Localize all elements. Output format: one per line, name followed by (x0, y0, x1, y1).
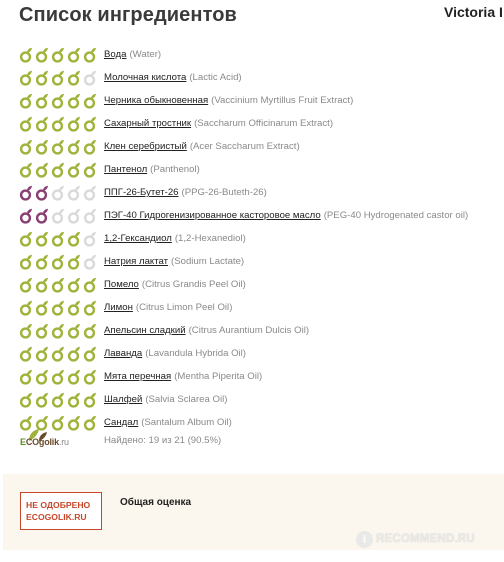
leaf-icon (19, 139, 33, 155)
leaf-icon (19, 392, 33, 408)
leaf-icon (51, 162, 65, 178)
leaf-icon (83, 392, 97, 408)
leaf-icon (51, 277, 65, 293)
leaf-icon (83, 185, 97, 201)
leaf-icon (67, 346, 81, 362)
leaf-icon (35, 346, 49, 362)
ingredient-row (19, 89, 504, 112)
ingredient-link[interactable]: Вода (104, 49, 127, 60)
ingredient-name (104, 256, 244, 267)
ingredient-name (104, 279, 246, 290)
leaf-icon (51, 323, 65, 339)
watermark-text: RECOMMEND.RU (376, 533, 475, 545)
leaf-icon (35, 277, 49, 293)
ingredient-rating (19, 300, 104, 316)
leaf-icon (67, 277, 81, 293)
leaf-icon (67, 231, 81, 247)
ingredient-name (104, 141, 300, 152)
leaf-icon (51, 300, 65, 316)
leaf-icon (67, 139, 81, 155)
ingredient-latin-name: (Santalum Album Oil) (141, 417, 232, 428)
ingredient-name (104, 118, 333, 129)
leaf-icon (19, 277, 33, 293)
leaf-icon (83, 277, 97, 293)
ingredient-row (19, 43, 504, 66)
leaf-icon (19, 116, 33, 132)
ingredient-rating (19, 231, 104, 247)
leaf-icon (67, 254, 81, 270)
ingredient-link[interactable]: Молочная кислота (104, 72, 187, 83)
leaf-icon (51, 369, 65, 385)
ingredient-row (19, 319, 504, 342)
ingredient-row (19, 181, 504, 204)
ingredient-name (104, 302, 232, 313)
ingredient-rating (19, 277, 104, 293)
stamp-line-1: НЕ ОДОБРЕНО (26, 500, 91, 510)
leaf-icon (51, 47, 65, 63)
ingredient-link[interactable]: Натрия лактат (104, 256, 169, 267)
ingredient-link[interactable]: Лаванда (104, 348, 143, 359)
ingredient-latin-name: (Vaccinium Myrtillus Fruit Extract) (211, 95, 354, 106)
leaf-icon (35, 231, 49, 247)
leaf-icon (83, 369, 97, 385)
ingredient-link[interactable]: Шалфей (104, 394, 143, 405)
logo-text: COgolik (25, 437, 59, 447)
ingredient-latin-name: (Citrus Aurantium Dulcis Oil) (188, 325, 310, 336)
ingredient-name (104, 394, 227, 405)
leaf-icon (67, 116, 81, 132)
ingredient-latin-name: (Salvia Sclarea Oil) (145, 394, 228, 405)
ingredient-name (104, 164, 200, 175)
recommend-watermark (356, 528, 475, 550)
ingredient-rating (19, 392, 104, 408)
leaf-icon (83, 139, 97, 155)
leaf-icon (83, 70, 97, 86)
ingredient-row (19, 273, 504, 296)
ingredient-link[interactable]: Пантенол (104, 164, 148, 175)
ingredient-link[interactable]: 1,2-Гександиол (104, 233, 172, 244)
ingredient-name (104, 371, 262, 382)
leaf-icon (35, 369, 49, 385)
leaf-icon (51, 346, 65, 362)
ingredient-name (104, 95, 353, 106)
leaf-icon (83, 323, 97, 339)
ingredient-row (19, 227, 504, 250)
stamp-line-2: ECOGOLIK.RU (26, 512, 87, 522)
leaf-icon (19, 231, 33, 247)
ingredient-name (104, 233, 246, 244)
leaf-icon (35, 300, 49, 316)
leaf-icon (67, 93, 81, 109)
leaf-icon (35, 47, 49, 63)
logo-domain: .ru (58, 437, 69, 447)
ingredient-name (104, 417, 232, 428)
leaf-icon (51, 185, 65, 201)
ingredient-rating (19, 47, 104, 63)
leaf-icon (83, 231, 97, 247)
ingredient-rating (19, 116, 104, 132)
ingredient-latin-name: (Mentha Piperita Oil) (174, 371, 263, 382)
leaf-icon (35, 116, 49, 132)
leaf-icon (35, 208, 49, 224)
leaf-icon (67, 185, 81, 201)
ingredient-latin-name: (PEG-40 Hydrogenated castor oil) (323, 210, 469, 221)
leaf-icon (35, 93, 49, 109)
ingredient-rating (19, 93, 104, 109)
ingredient-link[interactable]: Черника обыкновенная (104, 95, 209, 106)
ingredient-latin-name: (Lavandula Hybrida Oil) (145, 348, 246, 359)
ingredient-name (104, 325, 309, 336)
leaf-icon (67, 323, 81, 339)
ingredient-name (104, 210, 468, 221)
leaf-icon (35, 185, 49, 201)
leaf-icon (19, 323, 33, 339)
ingredient-link[interactable]: ПЭГ-40 Гидрогенизированное касторовое масло (104, 210, 321, 221)
ingredient-link[interactable]: Сандал (104, 417, 139, 428)
ingredient-latin-name: (PPG-26-Buteth-26) (181, 187, 267, 198)
leaf-icon (19, 254, 33, 270)
leaf-icon (67, 47, 81, 63)
leaf-icon (83, 254, 97, 270)
leaf-icon (51, 231, 65, 247)
ingredient-link[interactable]: Сахарный тростник (104, 118, 192, 129)
leaf-icon (67, 369, 81, 385)
ingredient-latin-name: (Water) (129, 49, 162, 60)
ecogolik-logo-icon[interactable] (19, 428, 104, 452)
leaf-icon (83, 162, 97, 178)
leaf-icon (83, 116, 97, 132)
leaf-icon (19, 208, 33, 224)
ingredient-rating (19, 346, 104, 362)
leaf-icon (19, 369, 33, 385)
leaf-icon (67, 162, 81, 178)
leaf-icon (67, 208, 81, 224)
summary-row (19, 428, 221, 452)
ingredient-latin-name: (Saccharum Officinarum Extract) (194, 118, 334, 129)
leaf-icon (35, 323, 49, 339)
leaf-icon (51, 116, 65, 132)
ingredient-link[interactable]: Лимон (104, 302, 133, 313)
leaf-icon (19, 185, 33, 201)
ingredient-rating (19, 369, 104, 385)
ingredient-rating (19, 70, 104, 86)
ingredient-row (19, 365, 504, 388)
ingredient-latin-name: (Citrus Limon Peel Oil) (135, 302, 233, 313)
ingredient-name (104, 348, 246, 359)
leaf-icon (35, 70, 49, 86)
ingredient-link[interactable]: Клен серебристый (104, 141, 187, 152)
ingredient-latin-name: (Lactic Acid) (189, 72, 242, 83)
author-name[interactable]: Victoria I (444, 4, 503, 20)
leaf-icon (35, 162, 49, 178)
recommend-logo-icon: i (356, 531, 373, 548)
ingredient-name (104, 49, 161, 60)
ingredient-row (19, 158, 504, 181)
ingredient-latin-name: (Acer Saccharum Extract) (189, 141, 300, 152)
ingredient-row (19, 250, 504, 273)
ingredient-latin-name: (Citrus Grandis Peel Oil) (141, 279, 246, 290)
leaf-icon (51, 254, 65, 270)
found-count: Найдено: 19 из 21 (90.5%) (104, 434, 222, 446)
ingredient-latin-name: (Sodium Lactate) (171, 256, 245, 267)
ingredient-link[interactable]: ППГ-26-Бутет-26 (104, 187, 179, 198)
leaf-icon (35, 139, 49, 155)
leaf-icon (19, 300, 33, 316)
ingredient-rating (19, 208, 104, 224)
leaf-icon (83, 208, 97, 224)
leaf-icon (67, 70, 81, 86)
leaf-icon (19, 346, 33, 362)
leaf-icon (35, 254, 49, 270)
page-title: Список ингредиентов (19, 4, 237, 26)
leaf-icon (19, 70, 33, 86)
ingredient-latin-name: (Panthenol) (150, 164, 200, 175)
ingredient-name (104, 72, 242, 83)
ingredient-latin-name: (1,2-Hexanediol) (174, 233, 246, 244)
leaf-icon (83, 47, 97, 63)
ingredient-row (19, 112, 504, 135)
leaf-icon (51, 70, 65, 86)
overall-rating-label: Общая оценка (120, 497, 192, 508)
leaf-icon (19, 93, 33, 109)
leaf-icon (67, 300, 81, 316)
ingredient-row (19, 388, 504, 411)
ingredient-rating (19, 139, 104, 155)
ingredient-rating (19, 254, 104, 270)
leaf-icon (51, 93, 65, 109)
logo-e: E (20, 437, 26, 447)
ingredient-row (19, 135, 504, 158)
ingredient-link[interactable]: Помело (104, 279, 139, 290)
ingredient-rating (19, 185, 104, 201)
leaf-icon (51, 392, 65, 408)
leaf-icon (19, 162, 33, 178)
ingredient-name (104, 187, 267, 198)
leaf-icon (35, 392, 49, 408)
leaf-icon (51, 208, 65, 224)
leaf-icon (83, 346, 97, 362)
ingredient-list (19, 43, 504, 434)
ingredient-row (19, 66, 504, 89)
ingredient-rating (19, 323, 104, 339)
ingredient-rating (19, 162, 104, 178)
leaf-icon (51, 139, 65, 155)
ingredient-row (19, 204, 504, 227)
leaf-icon (83, 300, 97, 316)
ingredient-link[interactable]: Мята перечная (104, 371, 172, 382)
leaf-icon (67, 392, 81, 408)
ingredient-link[interactable]: Апельсин сладкий (104, 325, 186, 336)
page-header (0, 0, 504, 32)
not-approved-stamp[interactable] (20, 492, 102, 530)
ingredient-row (19, 296, 504, 319)
leaf-icon (19, 47, 33, 63)
ingredient-row (19, 342, 504, 365)
leaf-icon (83, 93, 97, 109)
